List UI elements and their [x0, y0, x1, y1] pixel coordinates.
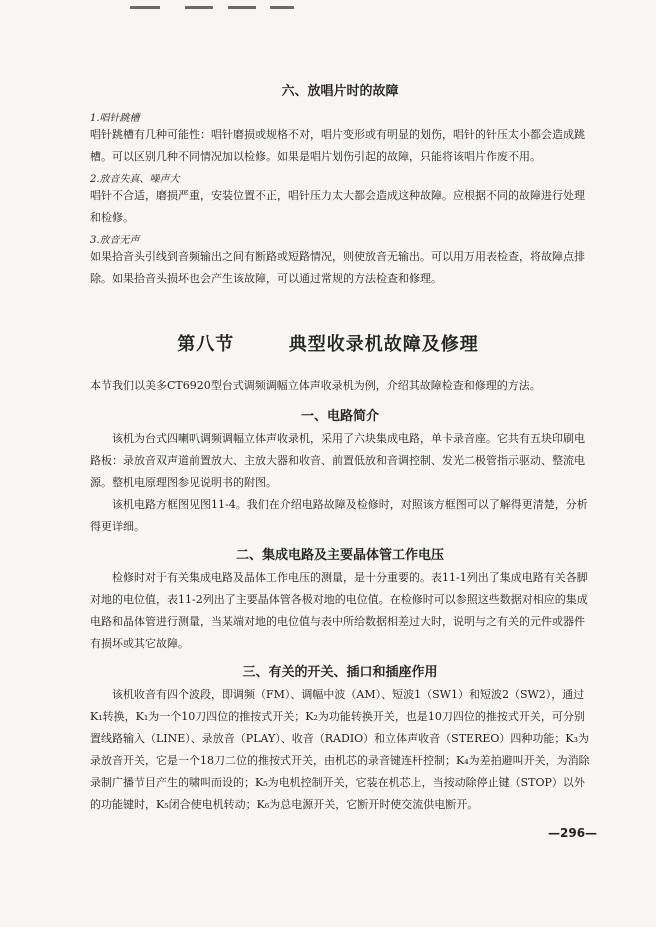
item-label: 2.放音失真、噪声大 [90, 174, 180, 185]
item-label: 3.放音无声 [90, 235, 140, 246]
item-label: 1.唱针跳槽 [90, 113, 140, 124]
page-number: —296— [548, 826, 598, 840]
paragraph: 该机为台式四喇叭调频调幅立体声收录机，采用了六块集成电路，单卡录音座。它共有五块印刷电路板：录放音双声道前置放大、主放大器和收音、前置低放和音调控制、发光二极管指示驱动、整流电源。整机电原理图参见说明书的附图。 [90, 432, 585, 489]
subsection-three-title: 三、有关的开关、插口和插座作用 [242, 665, 438, 680]
section-six-title: 六、放唱片时的故障 [281, 84, 399, 99]
subsection-one-title: 一、电路简介 [300, 409, 379, 424]
scan-mark [185, 6, 213, 9]
scan-mark [228, 6, 256, 9]
section-eight [90, 375, 590, 816]
subsection-two-title: 二、集成电路及主要晶体管工作电压 [235, 548, 444, 563]
section-six [90, 80, 590, 290]
item-text: 唱针跳槽有几种可能性：唱针磨损或规格不对，唱片变形或有明显的划伤，唱针的针压太小都会造成跳槽。可以区别几种不同情况加以检修。如果是唱片划伤引起的故障，只能将该唱片作废不用。 [90, 128, 585, 163]
item-text: 唱针不合适，磨损严重，安装位置不正，唱针压力太大都会造成这种故障。应根据不同的故障进行处理和检修。 [90, 189, 585, 224]
paragraph: 该机收音有四个波段，即调频（FM）、调幅中波（AM）、短波1（SW1）和短波2（SW2），通过K₁转换，K₁为一个10刀四位的推按式开关；K₂为功能转换开关，也是10刀四位的推按式开关，可分别置线路输入（LINE）、录放音（PLAY）、收音（RADIO）和立体声收音（STEREO）四种功能；K₃为录放音开关，它是一个18刀二位的推按式开关，由机芯的录音键连杆控制；K₄为差拍避叫开关，为消除录制广播节目产生的啸叫而设的；K₅为电机控制开关，它装在机芯上，当按动除停止键（STOP）以外的功能键时，K₅闭合使电机转动；K₆为总电源开关，它断开时使交流供电断开。 [90, 688, 590, 811]
section-eight-name: 典型收录机故障及修理 [288, 334, 479, 355]
paragraph: 检修时对于有关集成电路及晶体工作电压的测量，是十分重要的。表11-1列出了集成电路有关各脚对地的电位值，表11-2列出了主要晶体管各极对地的电位值。在检修时可以参照这些数据对相应的集成电路和晶体管进行测量，当某端对地的电位值与表中所给数据相差过大时，说明与之有关的元件或器件有损坏或其它故障。 [90, 571, 588, 650]
section-eight-number: 第八节 [177, 334, 235, 355]
section-intro: 本节我们以美多CT6920型台式调频调幅立体声收录机为例，介绍其故障检查和修理的方法。 [90, 379, 541, 392]
section-eight-title [0, 330, 656, 356]
scan-mark [270, 6, 294, 9]
item-text: 如果拾音头引线到音频输出之间有断路或短路情况，则使放音无输出。可以用万用表检查，将故障点排除。如果拾音头损坏也会产生该故障，可以通过常规的方法检查和修理。 [90, 250, 585, 285]
paragraph: 该机电路方框图见图11-4。我们在介绍电路故障及检修时，对照该方框图可以了解得更清楚，分析得更详细。 [90, 498, 588, 533]
scan-mark [130, 6, 160, 9]
